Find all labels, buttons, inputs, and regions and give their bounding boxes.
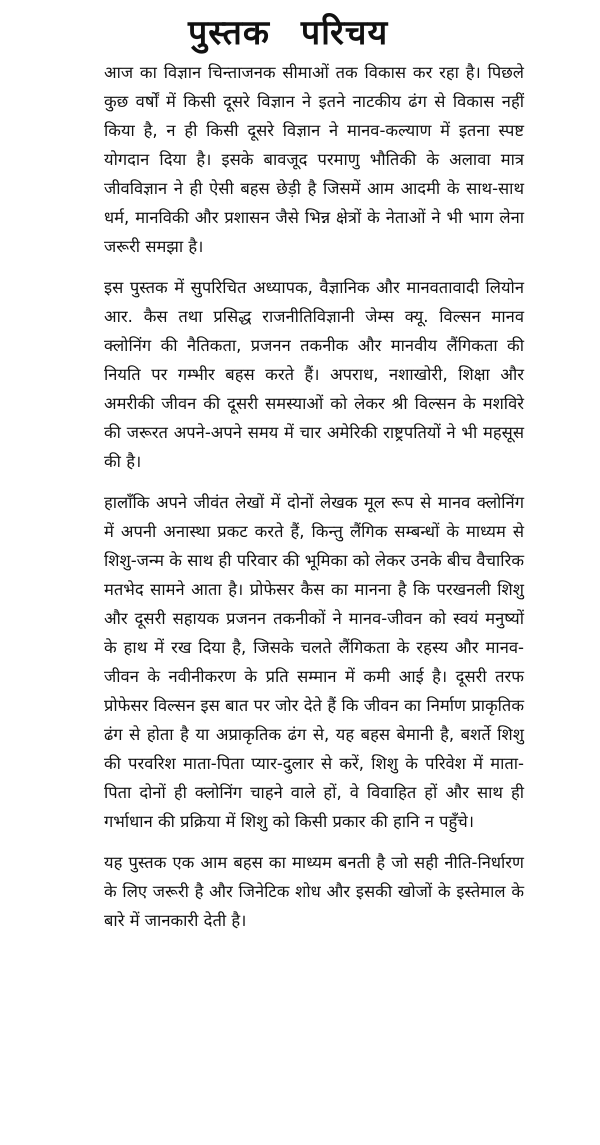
page-title: पुस्तक परिचय — [188, 13, 389, 53]
paragraph-intro: आज का विज्ञान चिन्ताजनक सीमाओं तक विकास कर रहा है। पिछले कुछ वर्षों में किसी दूसरे विज्ञान ने इतने नाटकीय ढंग से विकास नहीं किया है, न ही किसी दूसरे विज्ञान ने मानव-कल्याण में इतना स्पष्ट योगदान दिया है। इसके बावजूद परमाणु भौतिकी के अलावा मात्र जीवविज्ञान ने ही ऐसी बहस छेड़ी है जिसमें आम आदमी के साथ-साथ धर्म, मानविकी और प्रशासन जैसे भिन्न क्षेत्रों के नेताओं ने भी भाग लेना जरूरी समझा है। — [104, 63, 524, 256]
review-body — [104, 58, 524, 947]
paragraph-debate: हालाँकि अपने जीवंत लेखों में दोनों लेखक मूल रूप से मानव क्लोनिंग में अपनी अनास्था प्रकट करते हैं, किन्तु लैंगिक सम्बन्धों के माध्यम से शिशु-जन्म के साथ ही परिवार की भूमिका को लेकर उनके बीच वैचारिक मतभेद सामने आता है। प्रोफेसर कैस का मानना है कि परखनली शिशु और दूसरी सहायक प्रजनन तकनीकों ने मानव-जीवन को स्वयं मनुष्यों के हाथ में रख दिया है, जिसके चलते लैंगिकता के रहस्य और मानव-जीवन के नवीनीकरण के प्रति सम्मान में कमी आई है। दूसरी तरफ प्रोफेसर विल्सन इस बात पर जोर देते हैं कि जीवन का निर्माण प्राकृतिक ढंग से होता है या अप्राकृतिक ढंग से, यह बहस बेमानी है, बशर्ते शिशु की परवरिश माता-पिता प्यार-दुलार से करें, शिशु के परिवेश में माता-पिता दोनों ही क्लोनिंग चाहने वाले हों, वे विवाहित हों और साथ ही गर्भाधान की प्रक्रिया में शिशु को किसी प्रकार की हानि न पहुँचे। — [104, 493, 524, 831]
paragraph-conclusion: यह पुस्तक एक आम बहस का माध्यम बनती है जो सही नीति-निर्धारण के लिए जरूरी है और जिनेटिक शोध और इसकी खोजों के इस्तेमाल के बारे में जानकारी देती है। — [104, 853, 524, 930]
paragraph-authors: इस पुस्तक में सुपरिचित अध्यापक, वैज्ञानिक और मानवतावादी लियोन आर. कैस तथा प्रसिद्ध राजनीतिविज्ञानी जेम्स क्यू. विल्सन मानव क्लोनिंग की नैतिकता, प्रजनन तकनीक और मानवीय लैंगिकता की नियति पर गम्भीर बहस करते हैं। अपराध, नशाखोरी, शिक्षा और अमरीकी जीवन की दूसरी समस्याओं को लेकर श्री विल्सन के मशविरे की जरूरत अपने-अपने समय में चार अमेरिकी राष्ट्रपतियों ने भी महसूस की है। — [104, 278, 524, 471]
